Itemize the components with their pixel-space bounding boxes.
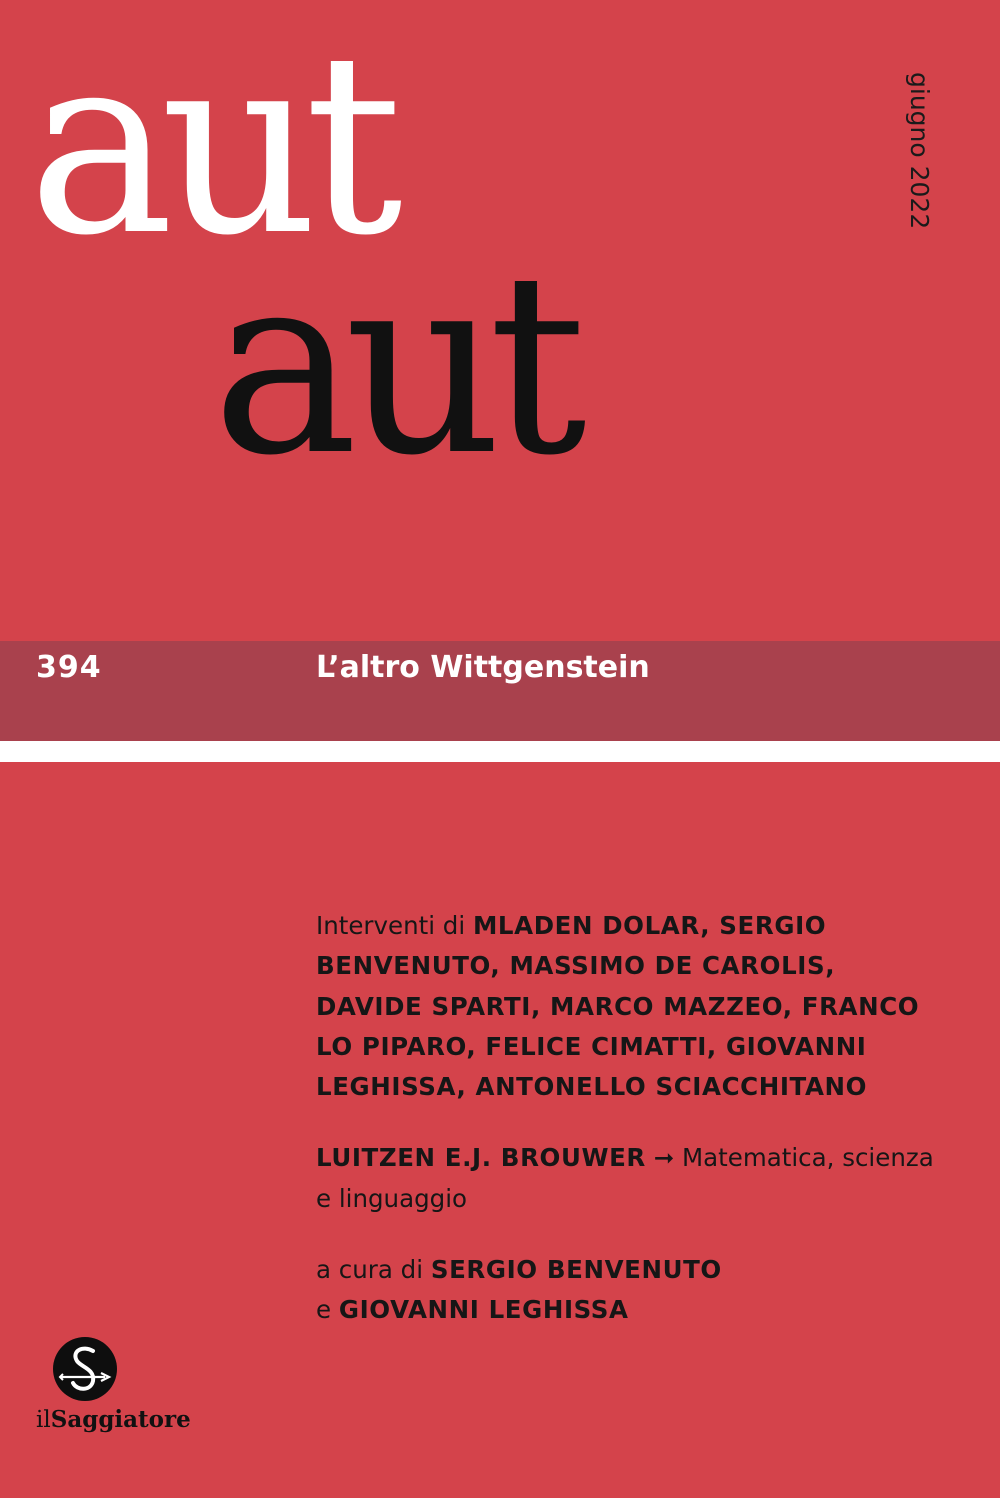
editors-join: e: [316, 1295, 339, 1325]
publisher-name-bold: Saggiatore: [50, 1406, 191, 1433]
contents-block: [316, 906, 936, 1331]
masthead: [0, 0, 1000, 640]
editor-1: SERGIO BENVENUTO: [430, 1255, 722, 1285]
arrow-icon: ➞: [653, 1143, 675, 1173]
issue-title: L’altro Wittgenstein: [316, 650, 650, 685]
publisher-logo: [36, 1336, 206, 1446]
feature-title: Matematica, scienza e linguaggio: [316, 1143, 934, 1213]
magazine-title-black: aut: [212, 219, 574, 510]
editors-prefix: a cura di: [316, 1255, 431, 1285]
publisher-emblem-icon: [53, 1337, 117, 1401]
contributors-prefix: Interventi di: [316, 911, 473, 940]
editor-2: GIOVANNI LEGHISSA: [338, 1295, 629, 1325]
publisher-name: [36, 1406, 191, 1433]
contributors-paragraph: [316, 906, 936, 1107]
publisher-prefix: il: [36, 1407, 51, 1433]
divider-line: [0, 741, 1000, 762]
magazine-title-white: aut: [28, 0, 390, 290]
issue-date-text: giugno 2022: [905, 72, 934, 230]
feature-author: LUITZEN E.J. BROUWER: [316, 1143, 646, 1173]
contributors-names: MLADEN DOLAR, SERGIO BENVENUTO, MASSIMO DE CAROLIS, DAVIDE SPARTI, MARCO MAZZEO, FRANCO LO PIPARO, FELICE CIMATTI, GIOVANNI LEGHISSA, ANTONELLO SCIACCHITANO: [316, 911, 920, 1102]
issue-date: [890, 72, 950, 230]
issue-number: 394: [36, 650, 102, 685]
editors-paragraph: [316, 1250, 936, 1331]
feature-paragraph: [316, 1138, 936, 1219]
